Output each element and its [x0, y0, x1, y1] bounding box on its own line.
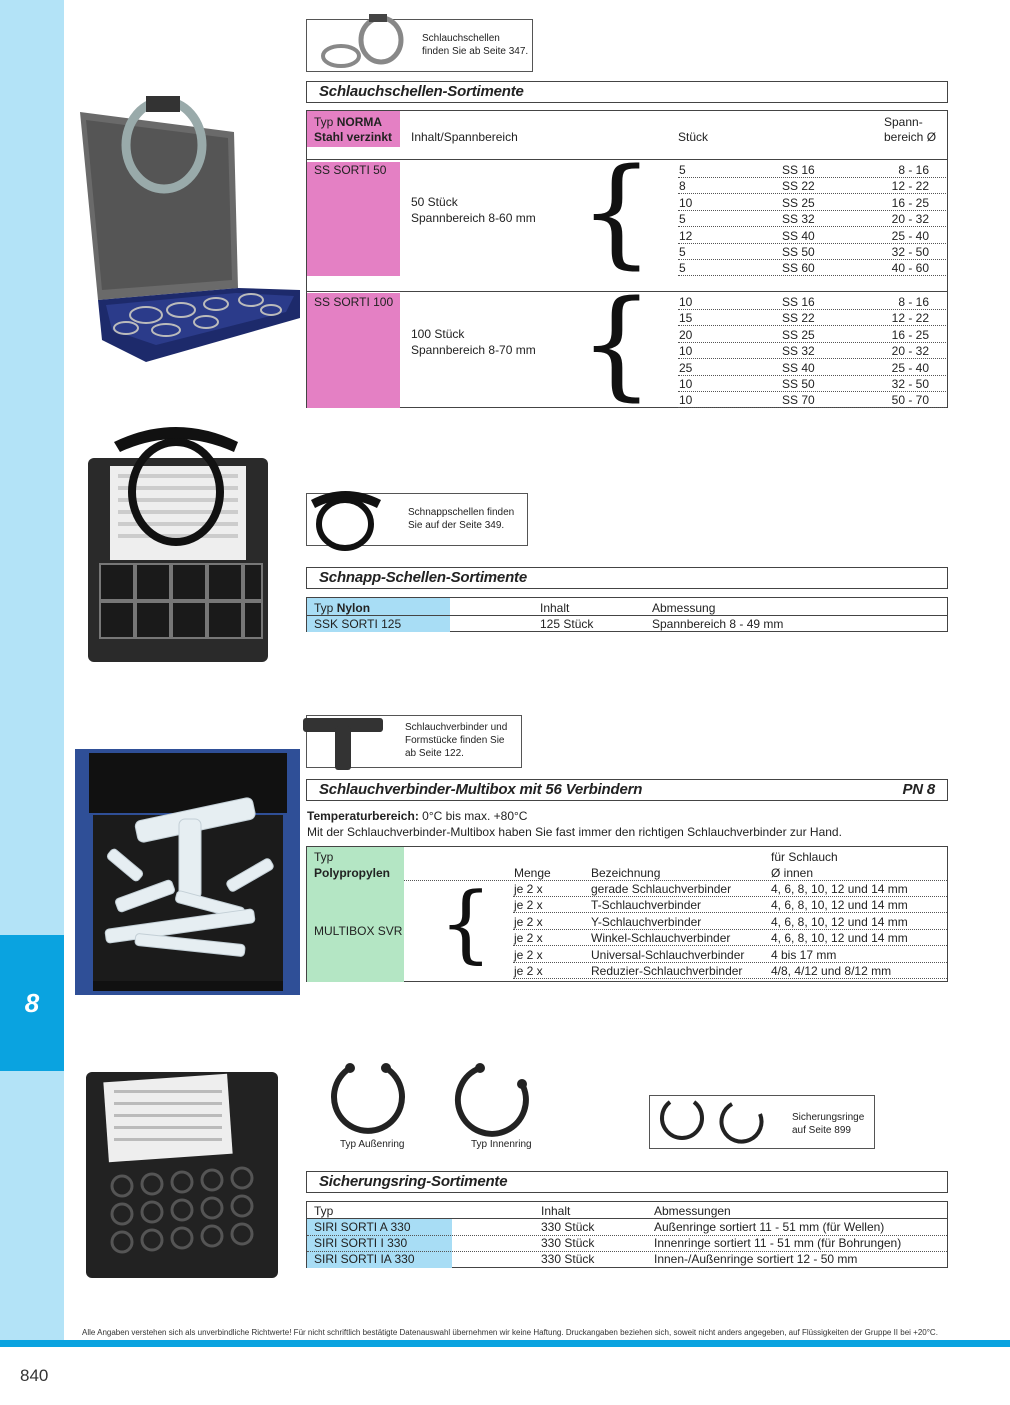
row-type: SS 22: [782, 179, 815, 194]
hose-connector-multibox-photo: [75, 749, 300, 995]
group-description: Spannbereich 8-70 mm: [411, 343, 536, 357]
row-typ: SIRI SORTI A 330: [314, 1220, 411, 1234]
row-quantity: 10: [679, 295, 693, 309]
row-quantity: 8: [679, 179, 686, 194]
multibox-table: [306, 846, 948, 982]
row-abmessungen: Außenringe sortiert 11 - 51 mm (für Wellen): [654, 1220, 885, 1234]
row-menge: je 2 x: [514, 882, 543, 896]
temperature-label: Temperaturbereich:: [307, 809, 419, 823]
row-inhalt: 330 Stück: [541, 1252, 595, 1266]
row-schlauch: 4, 6, 8, 10, 12 und 14 mm: [771, 898, 908, 913]
snap-clamp-note: [306, 493, 528, 546]
row-type: SS 32: [782, 344, 815, 359]
temperature-value: 0°C bis max. +80°C: [422, 809, 528, 823]
row-bezeichnung: T-Schlauchverbinder: [591, 898, 702, 913]
row-range: 25 - 40: [891, 360, 929, 375]
chapter-sidebar: [0, 0, 64, 1343]
circlip-icons: [654, 1098, 774, 1146]
group-brace: {: [579, 274, 655, 412]
header-bereich: bereich Ø: [884, 130, 937, 144]
header-typ-bold: NORMA: [336, 115, 383, 129]
hose-connector-note: [306, 715, 522, 768]
row-type: SS 25: [782, 195, 815, 210]
row-abmessung: Spannbereich 8 - 49 mm: [652, 617, 784, 631]
note-line: Schlauchverbinder und: [405, 722, 508, 733]
row-typ: SIRI SORTI IA 330: [314, 1252, 415, 1266]
row-schlauch: 4, 6, 8, 10, 12 und 14 mm: [771, 931, 908, 946]
row-quantity: 10: [679, 377, 693, 391]
row-quantity: 15: [679, 311, 693, 326]
page-number: 840: [20, 1366, 49, 1385]
note-line: Formstücke finden Sie: [405, 735, 505, 746]
row-type: SS 16: [782, 163, 815, 177]
hose-clamp-assortment-photo: [76, 90, 302, 365]
row-range: 20 - 32: [891, 212, 929, 227]
row-abmessungen: Innenringe sortiert 11 - 51 mm (für Bohrungen): [654, 1236, 902, 1250]
row-menge: je 2 x: [514, 898, 543, 913]
snap-clamp-icon: [305, 488, 395, 552]
row-inhalt: 125 Stück: [540, 617, 594, 631]
group-description: 50 Stück: [411, 195, 458, 209]
header-material: Stahl verzinkt: [314, 130, 393, 144]
row-type: SS 22: [782, 311, 815, 326]
row-bezeichnung: Y-Schlauchverbinder: [591, 914, 702, 929]
temperature-line: [307, 809, 527, 823]
row-type: SS 16: [782, 295, 815, 309]
row-inhalt: 330 Stück: [541, 1236, 595, 1250]
row-type: SS 25: [782, 327, 815, 342]
circlip-table: [306, 1201, 948, 1268]
footer-disclaimer: Alle Angaben verstehen sich als unverbindliche Richtwerte! Für nicht schriftlich bestätigte Datenauswahl übernehmen wir keine Haftung. Druckangaben beziehen sich, soweit nicht anders angegeben, auf Flüssigkeiten der Gruppe II bei +20°C.: [82, 1328, 938, 1337]
note-line: finden Sie ab Seite 347.: [422, 46, 529, 57]
row-menge: je 2 x: [514, 964, 543, 978]
note-line: Sicherungsringe: [792, 1112, 865, 1123]
header-spann: Spann-: [884, 115, 923, 129]
row-schlauch: 4 bis 17 mm: [771, 947, 837, 962]
row-typ: SIRI SORTI I 330: [314, 1236, 408, 1250]
header-typ: Typ: [314, 1204, 334, 1218]
header-innen: Ø innen: [771, 866, 814, 880]
group-brace: {: [579, 142, 655, 280]
multibox-name: MULTIBOX SVR: [314, 924, 403, 938]
group-description: Spannbereich 8-60 mm: [411, 211, 536, 225]
header-bezeichnung: Bezeichnung: [591, 866, 661, 880]
header-inhalt: Inhalt: [540, 601, 570, 615]
section-title: Sicherungsring-Sortimente: [306, 1171, 948, 1193]
multibox-description: Mit der Schlauchverbinder-Multibox haben Sie fast immer den richtigen Schlauchverbinder zur Hand.: [307, 825, 842, 839]
header-fuer-schlauch: für Schlauch: [771, 850, 838, 864]
bottom-rule: [0, 1340, 1010, 1347]
row-range: 8 - 16: [898, 295, 929, 309]
row-type: SS 50: [782, 245, 815, 259]
row-range: 16 - 25: [891, 195, 929, 210]
row-quantity: 20: [679, 327, 693, 342]
row-range: 50 - 70: [891, 393, 929, 408]
section-title: [306, 779, 948, 801]
row-quantity: 5: [679, 212, 686, 227]
snap-clamp-assortment-photo: [84, 422, 270, 664]
header-material: Polypropylen: [314, 866, 391, 880]
row-type: SS 70: [782, 393, 815, 408]
row-type: SS 32: [782, 212, 815, 227]
hose-clamp-icon: [311, 12, 411, 70]
row-menge: je 2 x: [514, 914, 543, 929]
group-description: 100 Stück: [411, 327, 465, 341]
row-schlauch: 4, 6, 8, 10, 12 und 14 mm: [771, 882, 908, 896]
note-line: auf Seite 899: [792, 1125, 851, 1136]
row-quantity: 5: [679, 261, 686, 276]
header-stueck: Stück: [678, 130, 709, 144]
circlip-assortment-photo: [82, 1068, 282, 1282]
circlip-note: [649, 1095, 875, 1149]
internal-circlip-icon: [452, 1060, 534, 1140]
header-abmessung: Abmessung: [652, 601, 716, 615]
row-range: 32 - 50: [891, 377, 929, 391]
group-name: SS SORTI 50: [314, 163, 387, 177]
row-range: 12 - 22: [891, 179, 929, 194]
row-abmessungen: Innen-/Außenringe sortiert 12 - 50 mm: [654, 1252, 858, 1266]
section-title-text: Schlauchverbinder-Multibox mit 56 Verbindern: [319, 781, 643, 798]
row-schlauch: 4/8, 4/12 und 8/12 mm: [771, 964, 892, 978]
row-quantity: 12: [679, 228, 693, 243]
row-range: 8 - 16: [898, 163, 929, 177]
label-internal-ring: Typ Innenring: [471, 1139, 532, 1150]
row-quantity: 10: [679, 344, 693, 359]
row-range: 16 - 25: [891, 327, 929, 342]
group-brace: {: [439, 874, 493, 972]
t-connector-icon: [297, 708, 397, 772]
row-quantity: 5: [679, 163, 686, 177]
row-range: 12 - 22: [891, 311, 929, 326]
note-line: ab Seite 122.: [405, 748, 464, 759]
row-bezeichnung: Reduzier-Schlauchverbinder: [591, 964, 743, 978]
header-typ: Typ: [314, 601, 334, 615]
row-quantity: 5: [679, 245, 686, 259]
row-menge: je 2 x: [514, 947, 543, 962]
header-typ: Typ: [314, 850, 334, 864]
pressure-rating: PN 8: [902, 781, 935, 798]
row-bezeichnung: gerade Schlauchverbinder: [591, 882, 732, 896]
row-range: 40 - 60: [891, 261, 929, 276]
section-title: Schlauchschellen-Sortimente: [306, 81, 948, 103]
header-typ: Typ: [314, 115, 334, 129]
note-line: Schlauchschellen: [422, 33, 500, 44]
header-typ-bold: Nylon: [336, 601, 371, 615]
note-line: Sie auf der Seite 349.: [408, 520, 505, 531]
row-quantity: 25: [679, 360, 693, 375]
section-title: Schnapp-Schellen-Sortimente: [306, 567, 948, 589]
row-bezeichnung: Winkel-Schlauchverbinder: [591, 931, 731, 946]
hose-clamp-note: [306, 19, 533, 72]
external-circlip-icon: [328, 1060, 408, 1140]
header-menge: Menge: [514, 866, 551, 880]
row-range: 25 - 40: [891, 228, 929, 243]
row-bezeichnung: Universal-Schlauchverbinder: [591, 947, 745, 962]
row-range: 32 - 50: [891, 245, 929, 259]
group-name: SS SORTI 100: [314, 295, 394, 309]
header-abmessungen: Abmessungen: [654, 1204, 731, 1218]
row-inhalt: 330 Stück: [541, 1220, 595, 1234]
row-type: SS 50: [782, 377, 815, 391]
hose-clamp-table: [306, 110, 948, 412]
header-inhalt: Inhalt/Spannbereich: [411, 130, 518, 144]
chapter-tab[interactable]: 8: [0, 935, 64, 1071]
row-schlauch: 4, 6, 8, 10, 12 und 14 mm: [771, 914, 908, 929]
row-type: SS 40: [782, 228, 815, 243]
row-range: 20 - 32: [891, 344, 929, 359]
header-inhalt: Inhalt: [541, 1204, 571, 1218]
label-external-ring: Typ Außenring: [340, 1139, 405, 1150]
row-quantity: 10: [679, 393, 693, 408]
row-type: SS 40: [782, 360, 815, 375]
row-name: SSK SORTI 125: [314, 617, 402, 631]
note-line: Schnappschellen finden: [408, 507, 515, 518]
snap-clamp-table: [306, 597, 948, 632]
row-quantity: 10: [679, 195, 693, 210]
row-type: SS 60: [782, 261, 815, 276]
row-menge: je 2 x: [514, 931, 543, 946]
